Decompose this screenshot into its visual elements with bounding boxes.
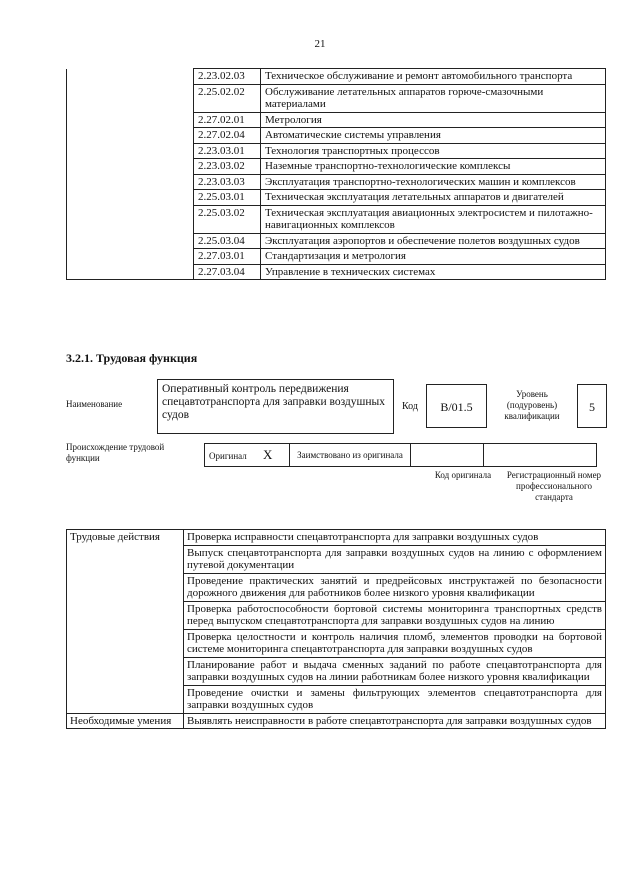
table-row (67, 205, 606, 233)
codes-table-body (67, 69, 606, 280)
code-cell: 2.27.03.01 (194, 249, 261, 265)
code-label: Код (402, 401, 418, 412)
name-cell: Эксплуатация аэропортов и обеспечение полетов воздушных судов (261, 233, 606, 249)
original-cell (205, 444, 290, 467)
reg-number-cell (484, 444, 597, 467)
code-cell: 2.27.02.04 (194, 128, 261, 144)
function-name-box: Оперативный контроль передвижения спецавтотранспорта для заправки воздушных судов (157, 379, 394, 434)
name-cell: Техническая эксплуатация авиационных электросистем и пилотажно-навигационных комплексов (261, 205, 606, 233)
code-cell: 2.25.03.04 (194, 233, 261, 249)
code-cell: 2.27.03.04 (194, 264, 261, 280)
page-number: 21 (314, 38, 326, 50)
table-row (67, 174, 606, 190)
empty-cell (67, 143, 194, 159)
description-cell: Проверка исправности спецавтотранспорта для заправки воздушных судов (184, 530, 606, 546)
borrowed-cell: Заимствовано из оригинала (290, 444, 411, 467)
table-row (67, 128, 606, 144)
name-cell: Технология транспортных процессов (261, 143, 606, 159)
description-cell: Выявлять неисправности в работе спецавтотранспорта для заправки воздушных судов (184, 713, 606, 729)
name-label: Наименование (66, 399, 123, 409)
description-cell: Планирование работ и выдача сменных заданий по работе спецавтотранспорта для заправки воздушных судов на линии работникам более низкого уровня квалификации (184, 657, 606, 685)
description-cell: Проведение очистки и замены фильтрующих элементов спецавтотранспорта для заправки воздушных судов (184, 685, 606, 713)
code-cell: 2.27.02.01 (194, 112, 261, 128)
empty-cell (67, 69, 194, 85)
description-cell: Проверка целостности и контроль наличия пломб, элементов проводки на бортовой системе мониторинга спецавтотранспорта для заправки воздушных судов (184, 629, 606, 657)
empty-cell (67, 112, 194, 128)
code-cell: 2.23.02.03 (194, 69, 261, 85)
empty-cell (67, 205, 194, 233)
labor-actions-table (66, 529, 606, 729)
code-cell: 2.23.03.01 (194, 143, 261, 159)
skills-label: Необходимые умения (67, 713, 184, 729)
empty-cell (67, 128, 194, 144)
education-codes-table (66, 68, 606, 280)
name-cell: Техническая эксплуатация летательных аппаратов и двигателей (261, 190, 606, 206)
table-row (67, 143, 606, 159)
code-original-caption: Код оригинала (434, 470, 492, 480)
name-cell: Метрология (261, 112, 606, 128)
code-original-cell (411, 444, 484, 467)
description-cell: Проведение практических занятий и предрейсовых инструктажей по безопасности дорожного движения для работников более низкого уровня квалификации (184, 573, 606, 601)
table-row (67, 159, 606, 175)
table-row (67, 264, 606, 280)
actions-table-body (67, 530, 606, 729)
original-label: Оригинал (209, 451, 247, 461)
description-cell: Выпуск спецавтотранспорта для заправки воздушных судов на линию с оформлением путевой документации (184, 545, 606, 573)
level-value-box: 5 (577, 384, 607, 428)
section-title: 3.2.1. Трудовая функция (66, 351, 198, 365)
code-cell: 2.23.03.02 (194, 159, 261, 175)
table-row (67, 190, 606, 206)
empty-cell (67, 84, 194, 112)
name-cell: Наземные транспортно-технологические комплексы (261, 159, 606, 175)
table-row (67, 84, 606, 112)
empty-cell (67, 190, 194, 206)
labor-actions-label: Трудовые действия (67, 530, 184, 714)
description-cell: Проверка работоспособности бортовой системы мониторинга транспортных средств перед выпуском спецавтотранспорта для заправки воздушных судов на линию (184, 601, 606, 629)
empty-cell (67, 159, 194, 175)
code-cell: 2.25.02.02 (194, 84, 261, 112)
empty-cell (67, 233, 194, 249)
table-row (67, 249, 606, 265)
name-cell: Эксплуатация транспортно-технологических машин и комплексов (261, 174, 606, 190)
empty-cell (67, 174, 194, 190)
table-row (67, 69, 606, 85)
origin-label: Происхождение трудовой функции (66, 442, 165, 463)
reg-number-caption: Регистрационный номер профессионального стандарта (506, 470, 602, 502)
function-code-box: B/01.5 (426, 384, 487, 428)
name-cell: Управление в технических системах (261, 264, 606, 280)
name-cell: Стандартизация и метрология (261, 249, 606, 265)
code-cell: 2.25.03.02 (194, 205, 261, 233)
code-cell: 2.25.03.01 (194, 190, 261, 206)
level-label: Уровень (подуровень) квалификации (504, 389, 560, 421)
empty-cell (67, 249, 194, 265)
original-mark: X (262, 447, 273, 462)
table-row (67, 233, 606, 249)
table-row (67, 112, 606, 128)
empty-cell (67, 264, 194, 280)
name-cell: Автоматические системы управления (261, 128, 606, 144)
table-row (67, 530, 606, 546)
name-cell: Обслуживание летательных аппаратов горюче-смазочными материалами (261, 84, 606, 112)
origin-table (204, 443, 597, 467)
table-row (67, 713, 606, 729)
code-cell: 2.23.03.03 (194, 174, 261, 190)
name-cell: Техническое обслуживание и ремонт автомобильного транспорта (261, 69, 606, 85)
